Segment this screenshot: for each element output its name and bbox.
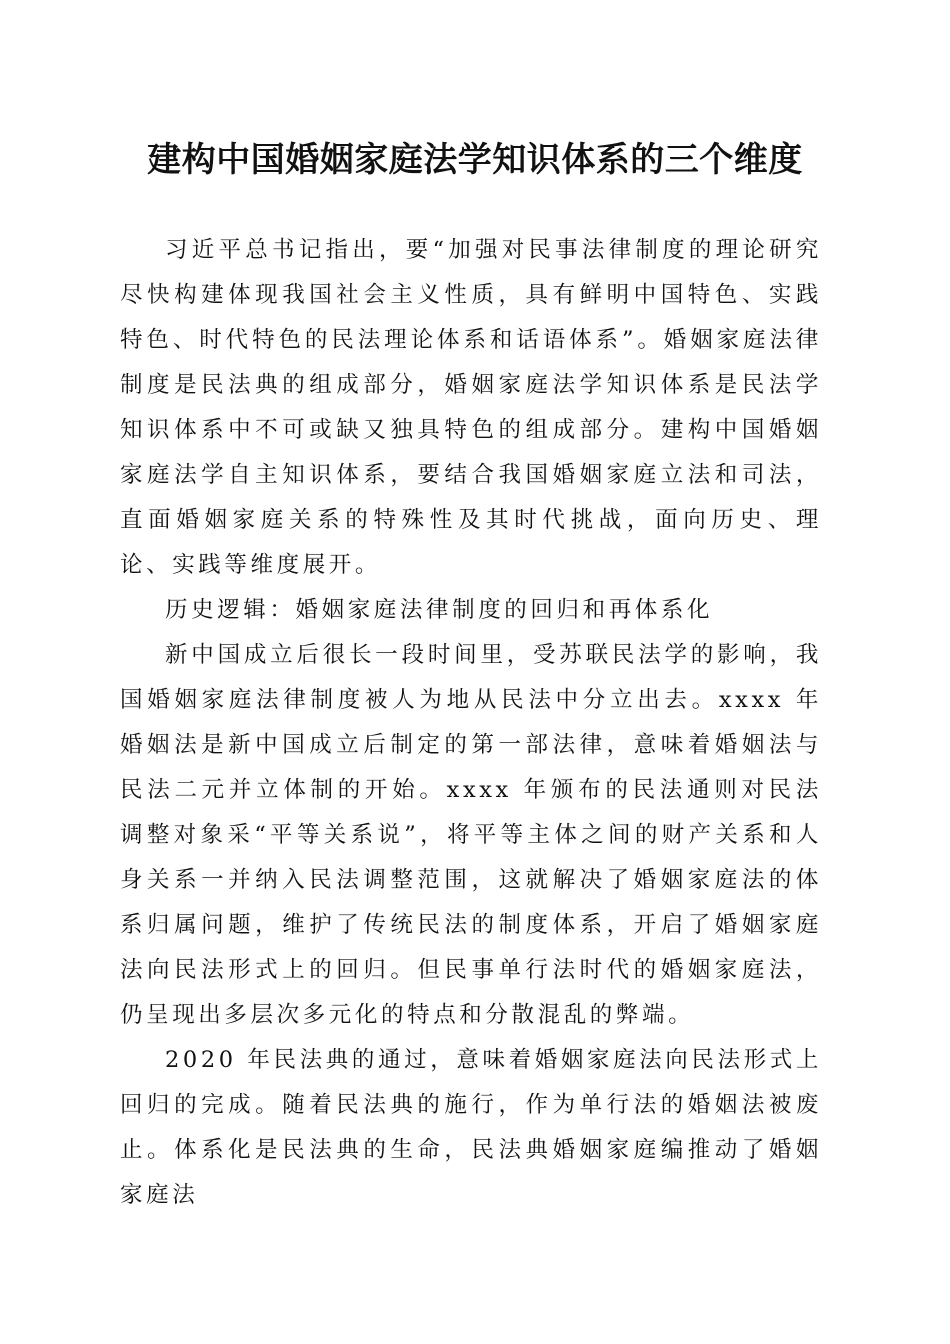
paragraph-civil-code: 2020 年民法典的通过，意味着婚姻家庭法向民法形式上回归的完成。随着民法典的施行，作为单行法的婚姻法被废止。体系化是民法典的生命，民法典婚姻家庭编推动了婚姻家庭法 <box>120 1047 822 1208</box>
document-title: 建构中国婚姻家庭法学知识体系的三个维度 <box>147 140 803 180</box>
paragraph-history: 新中国成立后很长一段时间里，受苏联民法学的影响，我国婚姻家庭法律制度被人为地从民法中分立出去。xxxx 年婚姻法是新中国成立后制定的第一部法律，意味着婚姻法与民法二元并立体制的开始。xxxx 年颁布的民法通则对民法调整对象采“平等关系说”，将平等主体之间的财产关系和人身关系一并纳入民法调整范围，这就解决了婚姻家庭法的体系归属问题，维护了传统民法的制度体系，开启了婚姻家庭法向民法形式上的回归。但民事单行法时代的婚姻家庭法，仍呈现出多层次多元化的特点和分散混乱的弊端。 <box>120 642 822 1028</box>
section-heading-historical-logic: 历史逻辑：婚姻家庭法律制度的回归和再体系化 <box>165 597 714 623</box>
paragraph-intro: 习近平总书记指出，要“加强对民事法律制度的理论研究尽快构建体现我国社会主义性质，具有鲜明中国特色、实践特色、时代特色的民法理论体系和话语体系”。婚姻家庭法律制度是民法典的组成部分，婚姻家庭法学知识体系是民法学知识体系中不可或缺又独具特色的组成部分。建构中国婚姻家庭法学自主知识体系，要结合我国婚姻家庭立法和司法，直面婚姻家庭关系的特殊性及其时代挑战，面向历史、理论、实践等维度展开。 <box>120 237 822 578</box>
document-body <box>120 228 822 1218</box>
